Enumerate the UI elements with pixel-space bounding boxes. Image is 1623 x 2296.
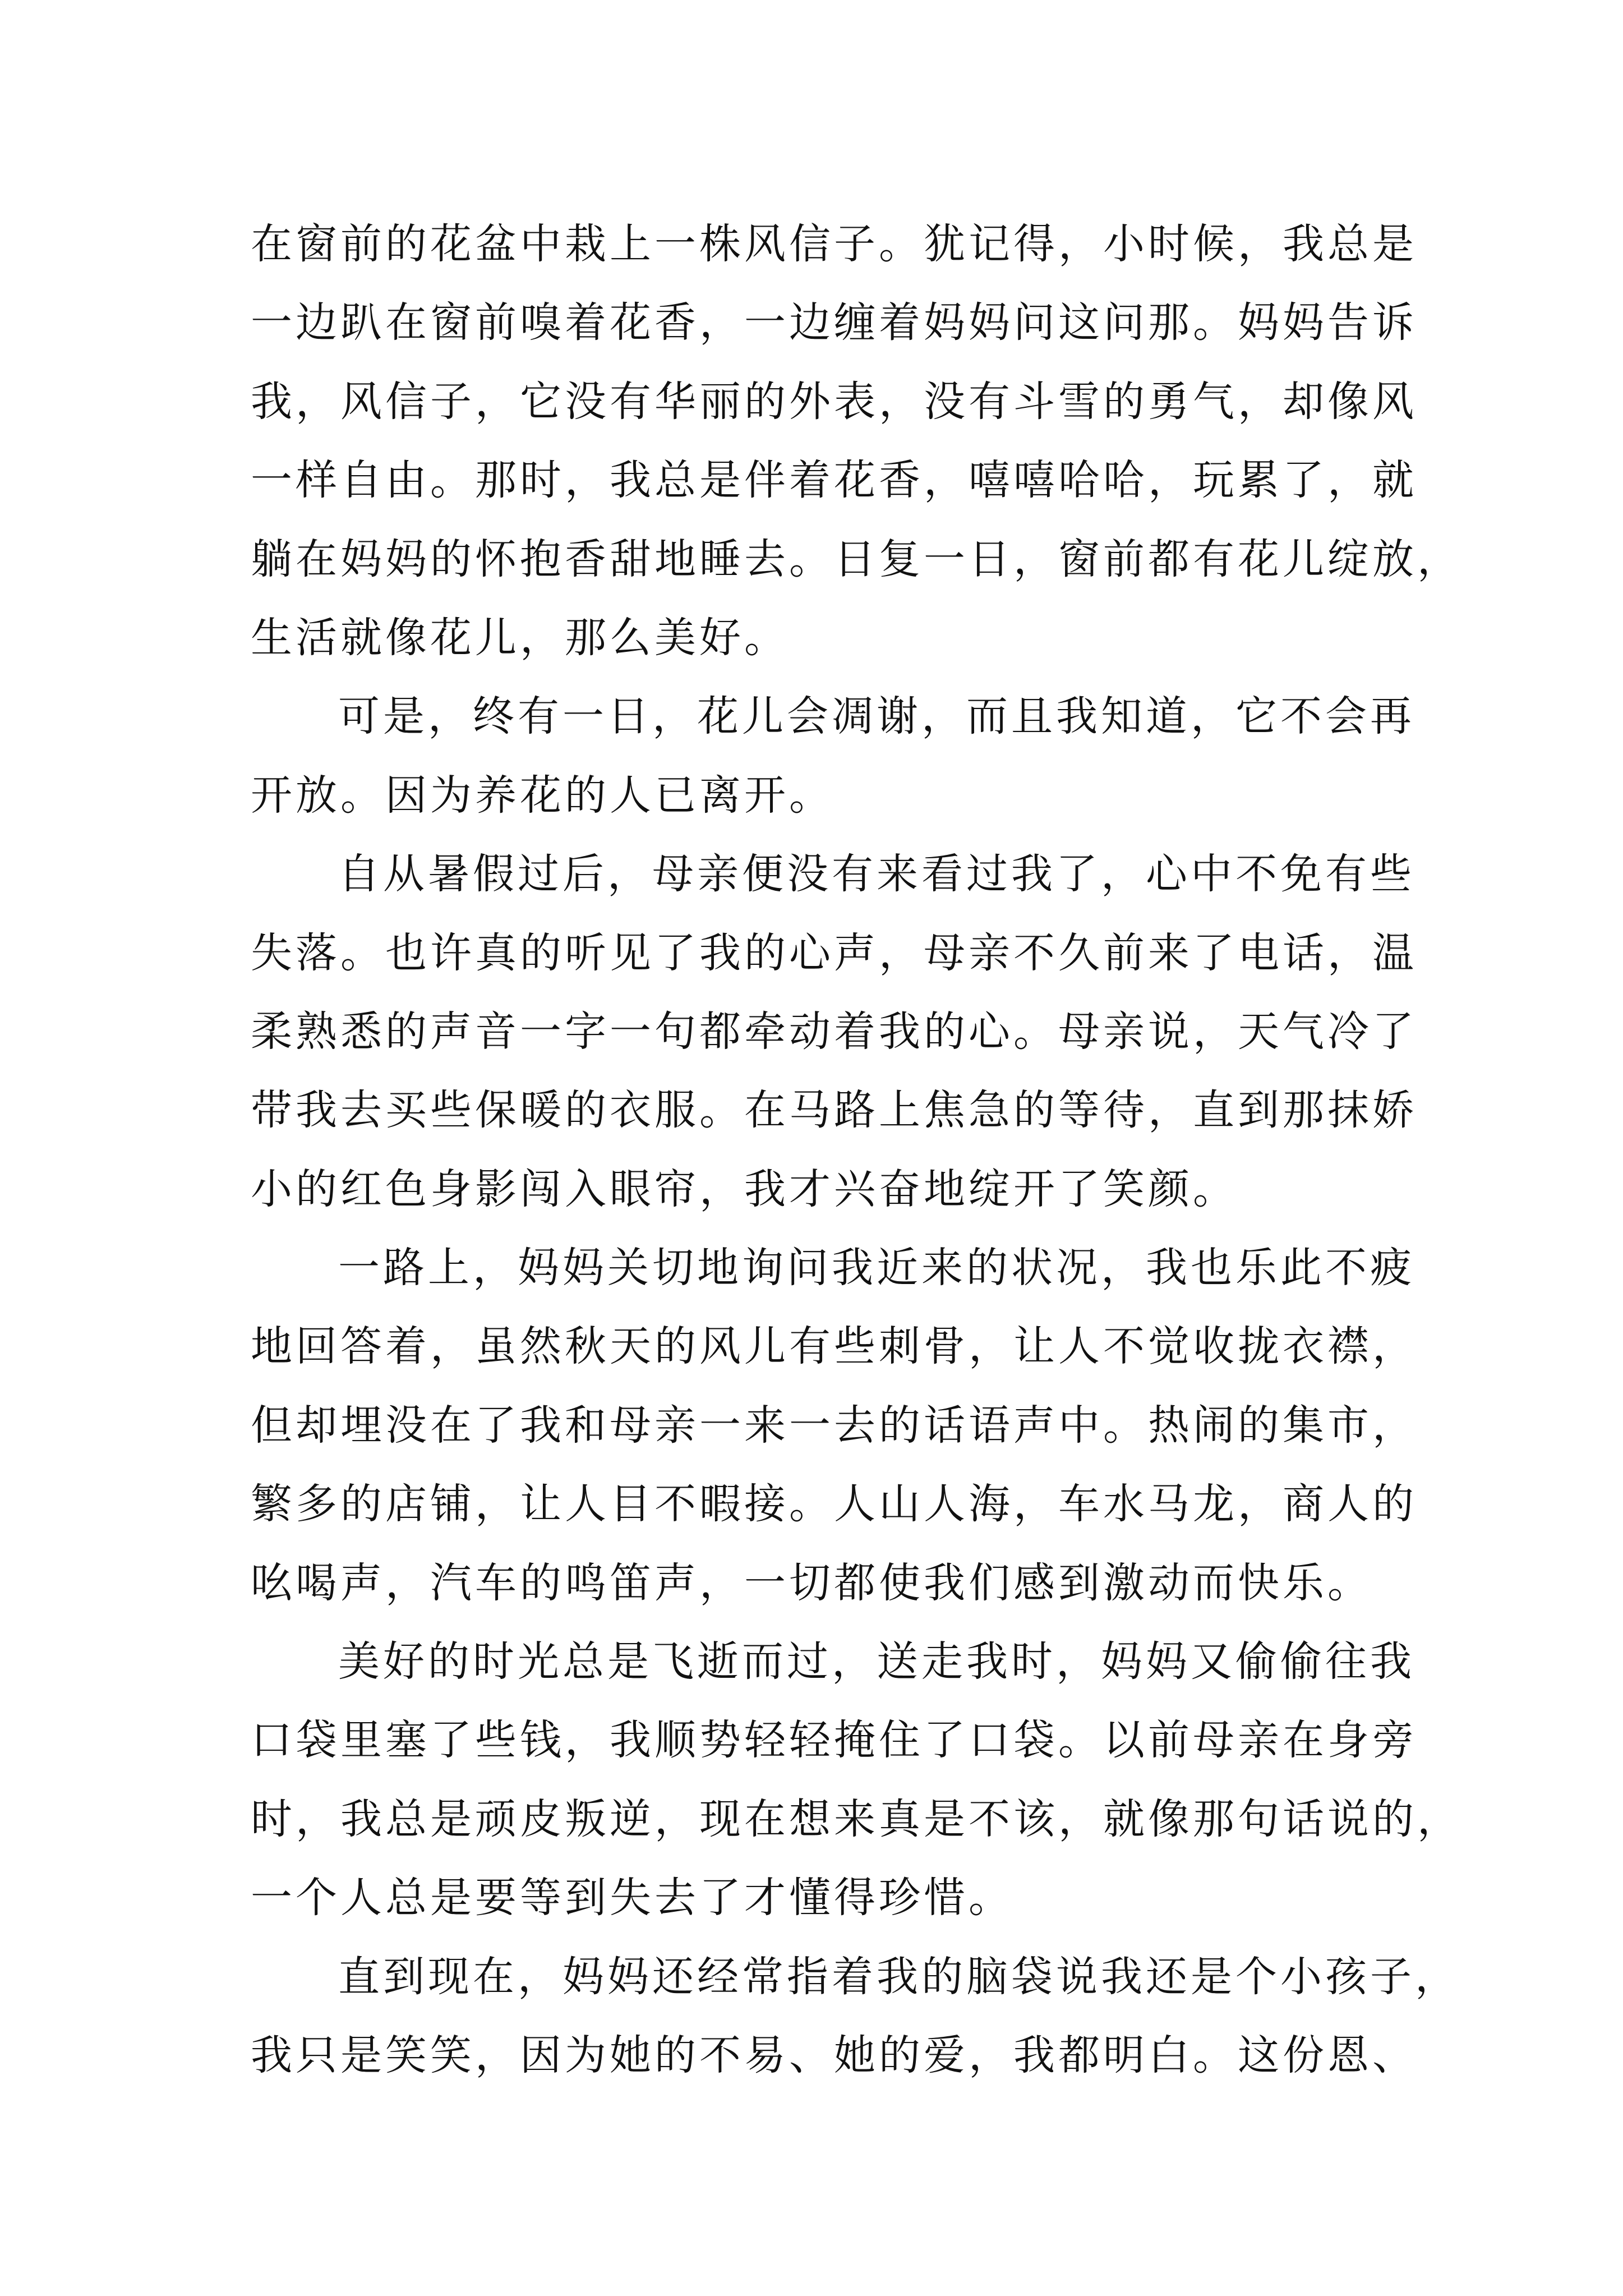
text-line: 柔熟悉的声音一字一句都牵动着我的心。母亲说，天气冷了 [251,1007,1417,1056]
paragraph-first-line: 可是，终有一日，花儿会凋谢，而且我知道，它不会再 [338,692,1415,741]
text-line: 小的红色身影闯入眼帘，我才兴奋地绽开了笑颜。 [251,1165,1238,1213]
paragraph-first-line: 美好的时光总是飞逝而过，送走我时，妈妈又偷偷往我 [338,1637,1415,1686]
text-line: 我，风信子，它没有华丽的外表，没有斗雪的勇气，却像风 [251,377,1417,426]
text-line: 但却埋没在了我和母亲一来一去的话语声中。热闹的集市， [251,1401,1417,1450]
text-line: 地回答着，虽然秋天的风儿有些刺骨，让人不觉收拢衣襟， [251,1322,1417,1371]
text-line: 开放。因为养花的人已离开。 [251,771,834,820]
body-text [251,205,1462,2095]
text-line: 一个人总是要等到失去了才懂得珍惜。 [251,1874,1013,1922]
text-line: 带我去买些保暖的衣服。在马路上焦急的等待，直到那抹娇 [251,1086,1417,1135]
text-line: 一样自由。那时，我总是伴着花香，嘻嘻哈哈，玩累了，就 [251,456,1417,505]
text-line: 我只是笑笑，因为她的不易、她的爱，我都明白。这份恩、 [251,2031,1417,2079]
paragraph-first-line: 直到现在，妈妈还经常指着我的脑袋说我还是个小孩子， [338,1952,1460,2001]
text-line: 口袋里塞了些钱，我顺势轻轻掩住了口袋。以前母亲在身旁 [251,1716,1417,1765]
text-line: 吆喝声，汽车的鸣笛声，一切都使我们感到激动而快乐。 [251,1558,1372,1607]
text-line: 生活就像花儿，那么美好。 [251,613,789,662]
text-line: 失落。也许真的听见了我的心声，母亲不久前来了电话，温 [251,928,1417,977]
text-line: 在窗前的花盆中栽上一株风信子。犹记得，小时候，我总是 [251,220,1417,268]
text-line: 一边趴在窗前嗅着花香，一边缠着妈妈问这问那。妈妈告诉 [251,298,1417,347]
text-line: 繁多的店铺，让人目不暇接。人山人海，车水马龙，商人的 [251,1480,1417,1529]
paragraph-first-line: 自从暑假过后，母亲便没有来看过我了，心中不免有些 [338,850,1415,899]
text-line: 躺在妈妈的怀抱香甜地睡去。日复一日，窗前都有花儿绽放， [251,535,1462,583]
paragraph-first-line: 一路上，妈妈关切地询问我近来的状况，我也乐此不疲 [338,1244,1415,1292]
text-line: 时，我总是顽皮叛逆，现在想来真是不该，就像那句话说的， [251,1795,1462,1843]
